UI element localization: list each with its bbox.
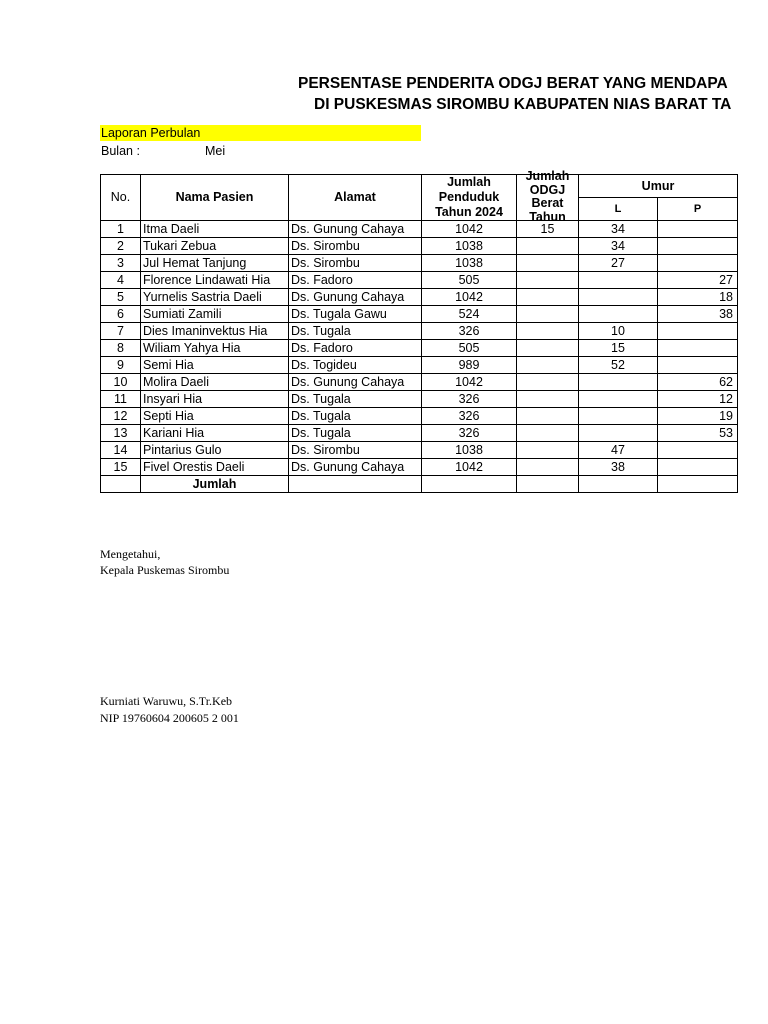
table-row: [101, 306, 738, 323]
cell-penduduk: 326: [422, 391, 517, 408]
header-alamat: Alamat: [289, 175, 422, 221]
cell-penduduk: 1042: [422, 374, 517, 391]
cell-penduduk: 1038: [422, 238, 517, 255]
total-cell-penduduk: [422, 476, 517, 493]
cell-odgj: [517, 272, 579, 289]
table-row: [101, 357, 738, 374]
cell-l: 52: [579, 357, 658, 374]
cell-alamat: Ds. Togideu: [289, 357, 422, 374]
cell-l: [579, 408, 658, 425]
header-l: L: [579, 198, 658, 221]
cell-nama: Dies Imaninvektus Hia: [141, 323, 289, 340]
cell-no: 1: [101, 221, 141, 238]
cell-l: [579, 425, 658, 442]
cell-no: 13: [101, 425, 141, 442]
total-cell-odgj: [517, 476, 579, 493]
cell-p: 19: [658, 408, 738, 425]
cell-penduduk: 1042: [422, 221, 517, 238]
sign-nip: NIP 19760604 200605 2 001: [100, 711, 239, 725]
cell-alamat: Ds. Gunung Cahaya: [289, 459, 422, 476]
cell-alamat: Ds. Tugala Gawu: [289, 306, 422, 323]
cell-no: 6: [101, 306, 141, 323]
header-p: P: [658, 198, 738, 221]
cell-no: 4: [101, 272, 141, 289]
cell-nama: Septi Hia: [141, 408, 289, 425]
table-row: [101, 238, 738, 255]
table-row: [101, 391, 738, 408]
cell-no: 9: [101, 357, 141, 374]
cell-alamat: Ds. Sirombu: [289, 255, 422, 272]
total-cell-alamat: [289, 476, 422, 493]
cell-p: [658, 340, 738, 357]
cell-alamat: Ds. Sirombu: [289, 238, 422, 255]
table-row: [101, 408, 738, 425]
cell-p: [658, 238, 738, 255]
cell-penduduk: 1042: [422, 289, 517, 306]
cell-odgj: [517, 391, 579, 408]
cell-l: 15: [579, 340, 658, 357]
sign-position: Kepala Puskemas Sirombu: [100, 563, 230, 577]
cell-alamat: Ds. Tugala: [289, 425, 422, 442]
cell-odgj: [517, 289, 579, 306]
cell-p: [658, 221, 738, 238]
cell-no: 8: [101, 340, 141, 357]
cell-nama: Sumiati Zamili: [141, 306, 289, 323]
cell-l: 34: [579, 221, 658, 238]
cell-l: 34: [579, 238, 658, 255]
cell-p: [658, 357, 738, 374]
table-header-row: [101, 175, 738, 198]
cell-p: 12: [658, 391, 738, 408]
cell-l: 38: [579, 459, 658, 476]
cell-p: 53: [658, 425, 738, 442]
header-odgj: [517, 169, 579, 224]
table-row: [101, 459, 738, 476]
cell-no: 2: [101, 238, 141, 255]
cell-p: [658, 323, 738, 340]
cell-odgj: [517, 357, 579, 374]
table-row: [101, 340, 738, 357]
cell-l: 27: [579, 255, 658, 272]
cell-p: 38: [658, 306, 738, 323]
report-title: [298, 73, 731, 115]
cell-penduduk: 1038: [422, 255, 517, 272]
cell-alamat: Ds. Tugala: [289, 391, 422, 408]
cell-alamat: Ds. Sirombu: [289, 442, 422, 459]
total-cell-no: [101, 476, 141, 493]
cell-nama: Wiliam Yahya Hia: [141, 340, 289, 357]
cell-l: 10: [579, 323, 658, 340]
cell-penduduk: 1038: [422, 442, 517, 459]
cell-p: 18: [658, 289, 738, 306]
cell-odgj: [517, 442, 579, 459]
table-row: [101, 442, 738, 459]
cell-no: 5: [101, 289, 141, 306]
cell-no: 15: [101, 459, 141, 476]
cell-l: 47: [579, 442, 658, 459]
cell-nama: Tukari Zebua: [141, 238, 289, 255]
cell-no: 7: [101, 323, 141, 340]
cell-nama: Yurnelis Sastria Daeli: [141, 289, 289, 306]
table-row: [101, 323, 738, 340]
cell-penduduk: 524: [422, 306, 517, 323]
cell-nama: Itma Daeli: [141, 221, 289, 238]
cell-nama: Florence Lindawati Hia: [141, 272, 289, 289]
cell-odgj: [517, 238, 579, 255]
total-row: [101, 476, 738, 493]
cell-nama: Semi Hia: [141, 357, 289, 374]
cell-penduduk: 326: [422, 323, 517, 340]
cell-odgj: [517, 340, 579, 357]
cell-no: 11: [101, 391, 141, 408]
cell-penduduk: 505: [422, 272, 517, 289]
cell-no: 10: [101, 374, 141, 391]
cell-nama: Jul Hemat Tanjung: [141, 255, 289, 272]
cell-penduduk: 989: [422, 357, 517, 374]
cell-penduduk: 505: [422, 340, 517, 357]
cell-alamat: Ds. Fadoro: [289, 340, 422, 357]
cell-l: [579, 272, 658, 289]
cell-odgj: [517, 459, 579, 476]
title-line-1: PERSENTASE PENDERITA ODGJ BERAT YANG MENDAPA: [298, 75, 728, 92]
total-label: Jumlah: [141, 476, 289, 493]
cell-nama: Fivel Orestis Daeli: [141, 459, 289, 476]
cell-odgj: [517, 306, 579, 323]
month-value: Mei: [205, 144, 226, 158]
cell-odgj: [517, 425, 579, 442]
cell-l: [579, 374, 658, 391]
cell-p: [658, 459, 738, 476]
header-umur: Umur: [579, 175, 738, 198]
header-no: No.: [101, 175, 141, 221]
table-body: [101, 221, 738, 476]
cell-l: [579, 391, 658, 408]
cell-alamat: Ds. Gunung Cahaya: [289, 289, 422, 306]
cell-alamat: Ds. Tugala: [289, 323, 422, 340]
patient-table: [100, 169, 738, 493]
header-odgj-text: Jumlah ODGJ Berat Tahun: [525, 169, 570, 224]
header-penduduk: Jumlah Penduduk Tahun 2024: [422, 175, 517, 221]
cell-l: [579, 289, 658, 306]
cell-p: [658, 442, 738, 459]
cell-penduduk: 1042: [422, 459, 517, 476]
cell-no: 12: [101, 408, 141, 425]
table-row: [101, 255, 738, 272]
total-cell-p: [658, 476, 738, 493]
cell-odgj: [517, 255, 579, 272]
cell-alamat: Ds. Gunung Cahaya: [289, 374, 422, 391]
cell-p: 27: [658, 272, 738, 289]
cell-odgj: [517, 374, 579, 391]
cell-odgj: [517, 408, 579, 425]
cell-penduduk: 326: [422, 425, 517, 442]
table-row: [101, 272, 738, 289]
cell-nama: Kariani Hia: [141, 425, 289, 442]
cell-nama: Insyari Hia: [141, 391, 289, 408]
cell-p: 62: [658, 374, 738, 391]
report-type-label: Laporan Perbulan: [100, 125, 421, 141]
header-nama: Nama Pasien: [141, 175, 289, 221]
title-line-2: DI PUSKESMAS SIROMBU KABUPATEN NIAS BARAT TA: [314, 96, 732, 113]
table-row: [101, 221, 738, 238]
cell-alamat: Ds. Tugala: [289, 408, 422, 425]
sign-mengetahui: Mengetahui,: [100, 547, 161, 561]
cell-p: [658, 255, 738, 272]
cell-alamat: Ds. Gunung Cahaya: [289, 221, 422, 238]
cell-nama: Molira Daeli: [141, 374, 289, 391]
total-cell-l: [579, 476, 658, 493]
cell-penduduk: 326: [422, 408, 517, 425]
table-row: [101, 289, 738, 306]
cell-odgj: 15: [517, 221, 579, 238]
cell-alamat: Ds. Fadoro: [289, 272, 422, 289]
cell-odgj: [517, 323, 579, 340]
cell-no: 14: [101, 442, 141, 459]
table-row: [101, 374, 738, 391]
month-label: Bulan :: [101, 144, 140, 158]
table-row: [101, 425, 738, 442]
sign-name: Kurniati Waruwu, S.Tr.Keb: [100, 694, 233, 708]
cell-nama: Pintarius Gulo: [141, 442, 289, 459]
cell-no: 3: [101, 255, 141, 272]
cell-l: [579, 306, 658, 323]
